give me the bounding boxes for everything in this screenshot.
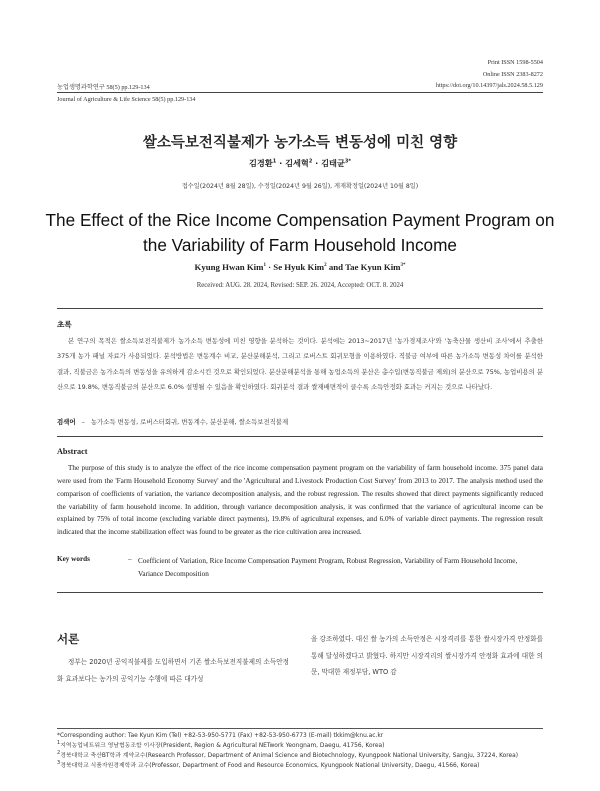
- keywords-en-list: Coefficient of Variation, Rice Income Compensation Payment Program, Robust Regression, Variability of Farm Household Income, Variance Decomposition: [138, 557, 518, 578]
- print-issn: Print ISSN 1598-5504: [487, 59, 543, 66]
- title-korean: 쌀소득보전직불제가 농가소득 변동성에 미친 영향: [142, 135, 458, 151]
- author-separator: and: [326, 262, 346, 272]
- header-rule: [57, 92, 543, 93]
- author-separator: ·: [315, 158, 319, 168]
- keywords-en-dash: –: [128, 555, 132, 563]
- footnote-corresponding: *Corresponding author: Tae Kyun Kim (Tel) +82-53-950-5771 (Fax) +82-53-950-6773 (E-mail) tkkim@knu.ac.kr: [57, 733, 384, 739]
- footnote-1: [57, 742, 384, 752]
- abstract-ko-text: 본 연구의 목적은 쌀소득보전직불제가 농가소득 변동성에 미친 영향을 분석하는 것이다. 분석에는 2013~2017년 '농가경제조사'와 '농축산물 생산비 조사'에서 추출한 375개 농가 패널 자료가 사용되었다. 분석방법은 변동계수 비교, 분산분해분석, 그리고 로버스트 회귀모형을 이용하였다. 직불금 여부에 따른 농가소득 변동성 차이를 분석한 결과, 직불금은 농가소득의 변동성을 유의하게 감소시킨 것으로 확인되었다. 분산분해분석을 통해 농업소득의 분산은 총수입(변동직불금 제외)의 분산으로 75%, 농업비용의 분산으로 19.8%, 변동직불금의 분산으로 6.0% 설명될 수 있음을 확인하였다. 회귀분석 결과 쌀재배면적이 클수록 소득안정화 효과는 커지는 것으로 나타났다.: [57, 337, 543, 391]
- footnote-mark: 3: [57, 760, 61, 767]
- affiliation-mark: 3*: [344, 158, 351, 165]
- title-english: [0, 208, 600, 258]
- abstract-bottom-rule: [57, 592, 543, 593]
- abstract-ko-heading: 초록: [57, 320, 72, 329]
- abstract-en-heading: Abstract: [57, 447, 88, 456]
- footnote-rule: [57, 728, 543, 729]
- abstract-top-rule: [57, 308, 543, 309]
- author-name: Tae Kyun Kim: [345, 262, 401, 272]
- footnote-mark: 2: [57, 750, 61, 757]
- title-english-line-2: the Variability of Farm Household Income: [143, 235, 457, 255]
- keywords-ko-list: 농가소득 변동성, 로버스터회귀, 변동계수, 분산분해, 쌀소득보전직불제: [90, 418, 289, 426]
- footnote-3: [57, 762, 479, 772]
- affiliation-mark: 1: [263, 263, 266, 269]
- keywords-ko: [57, 417, 543, 426]
- author-separator: ·: [265, 262, 274, 272]
- affiliation-mark: 2: [308, 158, 313, 165]
- footnote-2: [57, 752, 518, 762]
- authors-english: [0, 262, 600, 272]
- affiliation-mark: 1: [272, 158, 277, 165]
- abstract-en-text: The purpose of this study is to analyze the effect of the rice income compensation payment program on the variability of farm household income. 375 panel data were used from the 'Farm Household Economy Survey' and the 'Agricultural and Livestock Production Cost Survey' from 2013 to 2017. The analysis method used the comparison of coefficients of variation, the variance decomposition analysis, and the robust regression. The results showed that direct payments significantly reduced the variability of farm household income. In addition, through variance decomposition analysis, it was confirmed that the variance of agricultural income can be explained by 75% of total income (excluding variable direct payments), 19.8% of agricultural expenses, and 6.0% of variable direct payments. The regression result indicated that the income stabilization effect was found to be greater as the rice cultivation area increased.: [57, 464, 543, 537]
- author-name: 김태균: [321, 158, 345, 168]
- footnote-text: 지역농업네트워크 영남협동조합 이사장(President, Region & Agricultural NETwork Yeongnam, Daegu, 41756, Korea): [60, 743, 385, 749]
- author-name: 김세혁: [285, 158, 309, 168]
- intro-heading: 서론: [57, 632, 80, 646]
- affiliation-mark: 3*: [400, 263, 406, 269]
- journal-citation-ko: 농업생명과학연구 58(5) pp.129-134: [57, 84, 150, 91]
- authors-korean: [0, 158, 600, 169]
- footnote-text: 경북대학교 식품자원경제학과 교수(Professor, Department of Food and Resource Economics, Kyungpook National University, Daegu, 41566, Korea): [60, 763, 480, 769]
- title-english-line-1: The Effect of the Rice Income Compensation Payment Program on: [45, 210, 555, 230]
- dates-korean: 접수일(2024년 8월 28일), 수정일(2024년 9월 26일), 게재확정일(2024년 10월 8일): [181, 183, 419, 190]
- intro-left-column: 정부는 2020년 공익직불제를 도입하면서 기존 쌀소득보전직불제의 소득안정화 효과보다는 농가의 공익기능 수행에 따른 대가성: [57, 658, 289, 683]
- online-issn: Online ISSN 2383-8272: [482, 71, 543, 78]
- keywords-ko-label: 검색어: [57, 418, 76, 426]
- author-name: 김경환: [249, 158, 273, 168]
- abstract-mid-rule: [57, 436, 543, 437]
- doi-link[interactable]: https://doi.org/10.14397/jals.2024.58.5.129: [435, 82, 543, 89]
- author-name: Kyung Hwan Kim: [194, 262, 264, 272]
- keywords-en-label: Key words: [57, 555, 90, 563]
- intro-right-column: 을 강조하였다. 대신 쌀 농가의 소득안정은 시장격리를 통한 쌀시장가격 안정화를 통해 달성하겠다고 밝혔다. 하지만 시장격리의 쌀시장가격 안정화 효과에 대한 의문, 막대한 재정부담, WTO 감: [311, 635, 543, 677]
- keywords-ko-dash: –: [81, 418, 85, 426]
- footnote-mark: 1: [57, 740, 61, 747]
- dates-english: Received: AUG. 28. 2024, Revised: SEP. 26. 2024, Accepted: OCT. 8. 2024: [196, 282, 404, 289]
- author-name: Se Hyuk Kim: [273, 262, 325, 272]
- affiliation-mark: 2: [324, 263, 327, 269]
- author-separator: ·: [279, 158, 283, 168]
- footnote-text: 경북대학교 축산BT학과 계약교수(Research Professor, Department of Animal Science and Biotechnology, Kyungpook National University, Sangju, 37224, Korea): [60, 753, 519, 759]
- journal-citation-en: Journal of Agriculture & Life Science 58(5) pp.129-134: [57, 96, 196, 103]
